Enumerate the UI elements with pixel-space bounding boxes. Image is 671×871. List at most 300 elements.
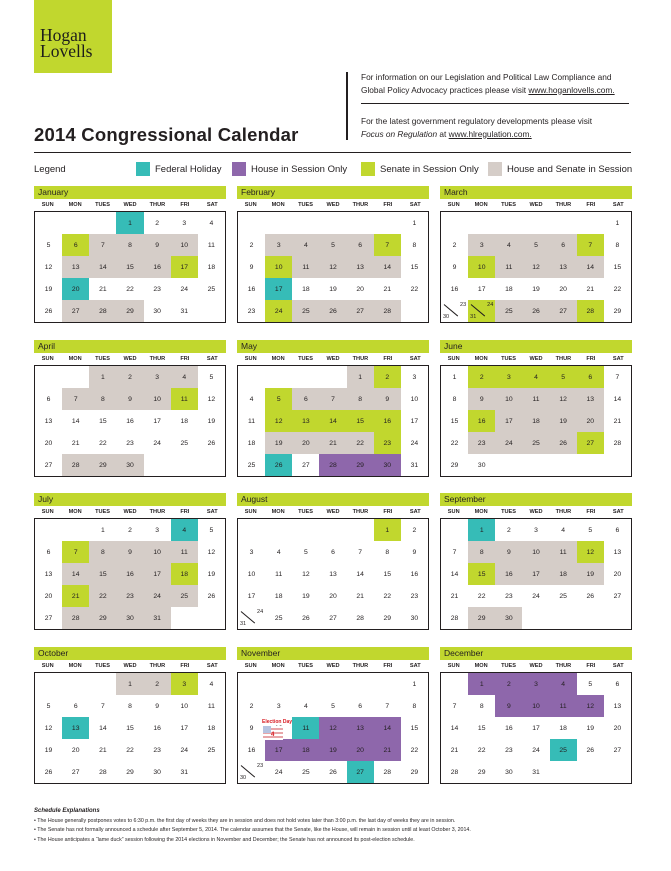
day-number: 29 (450, 461, 459, 469)
day-cell (468, 388, 495, 410)
day-number: 22 (410, 746, 419, 754)
day-cell (550, 519, 577, 541)
day-cell (198, 563, 225, 585)
weekday-label: SAT (409, 663, 421, 669)
day-number: 16 (126, 417, 134, 425)
day-cell (374, 695, 401, 717)
month-name: November (237, 647, 429, 660)
day-number: 13 (71, 263, 80, 271)
day-number: 10 (477, 263, 486, 271)
day-number: 1 (385, 526, 390, 534)
day-cell (89, 366, 116, 388)
day-cell (292, 563, 319, 585)
day-number: 29 (99, 614, 107, 622)
weekday-header (440, 506, 632, 518)
day-number: 10 (274, 263, 283, 271)
day-number: 27 (44, 614, 53, 622)
day-number: 27 (356, 768, 364, 776)
day-number: 25 (207, 285, 216, 293)
day-cell (89, 761, 116, 783)
day-cell (62, 761, 89, 783)
day-cell (441, 454, 468, 476)
day-number: 19 (532, 285, 540, 293)
month-name: June (440, 340, 632, 353)
day-number: 5 (561, 373, 566, 381)
month-august (237, 493, 429, 631)
day-cell (89, 410, 116, 432)
explanations-heading: Schedule Explanations (34, 808, 100, 814)
day-number: 12 (274, 417, 283, 425)
day-cell (89, 432, 116, 454)
day-number: 14 (356, 570, 364, 578)
weekday-label: SUN (447, 202, 460, 208)
day-number: 17 (274, 746, 283, 754)
day-cell (577, 212, 604, 234)
day-cell (550, 234, 577, 256)
day-number: 28 (99, 768, 107, 776)
day-cell (441, 541, 468, 563)
day-cell (550, 585, 577, 607)
day-number: 5 (588, 680, 593, 688)
day-cell (89, 519, 116, 541)
day-cell (292, 410, 319, 432)
day-number: 11 (207, 702, 215, 710)
day-number: 12 (302, 570, 310, 578)
day-cell (171, 607, 198, 629)
day-number: 2 (128, 373, 132, 381)
day-cell (468, 607, 495, 629)
day-number: 1 (412, 680, 417, 688)
day-number: 30 (477, 461, 486, 469)
day-number: 4 (209, 680, 214, 688)
day-cell (401, 695, 428, 717)
day-cell (550, 454, 577, 476)
day-cell (495, 410, 522, 432)
day-number: 13 (302, 417, 310, 425)
day-number: 1 (615, 219, 620, 227)
day-number: 21 (99, 746, 107, 754)
day-number: 7 (385, 241, 390, 249)
day-number: 14 (71, 570, 80, 578)
day-number: 16 (410, 570, 419, 578)
day-number: 28 (450, 768, 459, 776)
day-cell (441, 256, 468, 278)
weekday-label: WED (123, 202, 137, 208)
day-cell (238, 519, 265, 541)
day-cell (468, 366, 495, 388)
day-number: 8 (100, 395, 105, 403)
day-cell (116, 585, 143, 607)
day-number: 13 (71, 724, 80, 732)
day-number: 26 (274, 461, 283, 469)
day-number: 18 (532, 417, 540, 425)
day-cell (550, 432, 577, 454)
day-number: 29 (477, 614, 486, 622)
day-number: 31 (410, 461, 419, 469)
day-number: 23 (153, 285, 161, 293)
day-cell (550, 541, 577, 563)
day-cell (550, 717, 577, 739)
day-cell (144, 410, 171, 432)
day-cell (374, 761, 401, 783)
legend-item-label: Senate in Session Only (380, 163, 479, 175)
day-number: 14 (383, 724, 392, 732)
day-number: 7 (588, 241, 593, 249)
day-number: 26 (532, 307, 540, 315)
day-number: 27 (71, 307, 80, 315)
day-cell (171, 541, 198, 563)
day-cell (441, 366, 468, 388)
hlregulation-link[interactable]: www.hlregulation.com. (448, 128, 532, 139)
day-cell (604, 410, 631, 432)
day-number: 15 (126, 263, 134, 271)
day-number: 22 (477, 592, 486, 600)
day-cell (522, 673, 549, 695)
day-number: 25 (180, 439, 189, 447)
day-cell (441, 761, 468, 783)
weekday-label: SAT (612, 202, 624, 208)
day-cell (604, 366, 631, 388)
day-number: 24 (180, 285, 189, 293)
day-cell (144, 717, 171, 739)
day-number: 23 (505, 592, 513, 600)
day-number: 26 (586, 746, 595, 754)
weekday-label: SAT (206, 202, 218, 208)
day-cell (35, 432, 62, 454)
day-number: 15 (410, 724, 419, 732)
day-cell (441, 673, 468, 695)
day-cell (171, 366, 198, 388)
day-cell (604, 761, 631, 783)
day-cell (374, 212, 401, 234)
day-number: 25 (180, 592, 189, 600)
day-number: 24 (532, 746, 540, 754)
day-cell (265, 212, 292, 234)
day-number: 1 (412, 219, 417, 227)
day-cell (265, 300, 292, 322)
day-number: 5 (209, 526, 214, 534)
day-number: 27 (586, 439, 595, 447)
info-divider-bar (346, 72, 348, 140)
day-cell (89, 234, 116, 256)
election-day-label: Election Day (262, 719, 293, 725)
day-number: 28 (383, 307, 392, 315)
day-cell (604, 454, 631, 476)
day-number: 29 (126, 307, 134, 315)
day-number: 9 (452, 263, 457, 271)
day-cell (35, 739, 62, 761)
day-cell (577, 410, 604, 432)
day-cell (577, 300, 604, 322)
day-cell (347, 410, 374, 432)
day-cell (550, 366, 577, 388)
day-cell (604, 673, 631, 695)
day-cell (62, 607, 89, 629)
day-cell (35, 673, 62, 695)
day-cell (198, 432, 225, 454)
day-number: 7 (385, 702, 390, 710)
day-cell (116, 607, 143, 629)
day-cell (265, 388, 292, 410)
day-cell (35, 519, 62, 541)
day-cell (401, 300, 428, 322)
day-number: 1 (128, 680, 132, 688)
day-number: 10 (532, 548, 540, 556)
day-cell (347, 432, 374, 454)
day-cell (347, 695, 374, 717)
day-number: 20 (44, 439, 53, 447)
day-cell (374, 300, 401, 322)
day-number: 7 (73, 548, 78, 556)
day-cell (401, 607, 428, 629)
day-cell (292, 234, 319, 256)
day-cell (441, 300, 468, 322)
weekday-label: MON (68, 509, 82, 515)
day-cell (604, 234, 631, 256)
day-cell (468, 563, 495, 585)
weekday-label: FRI (383, 663, 393, 669)
day-cell (604, 585, 631, 607)
day-cell (522, 563, 549, 585)
month-february (237, 186, 429, 324)
day-number: 14 (450, 570, 459, 578)
day-number: 16 (505, 570, 513, 578)
month-january (34, 186, 226, 324)
weekday-label: WED (529, 663, 543, 669)
day-cell (62, 541, 89, 563)
day-number: 13 (613, 702, 622, 710)
day-cell (401, 585, 428, 607)
month-grid (440, 672, 632, 784)
day-number: 10 (180, 241, 189, 249)
weekday-label: SAT (206, 356, 218, 362)
day-cell (62, 519, 89, 541)
day-number: 14 (329, 417, 337, 425)
day-number: 20 (613, 570, 622, 578)
day-number: 18 (505, 285, 513, 293)
day-number: 7 (100, 241, 105, 249)
day-number: 3 (506, 373, 511, 381)
day-cell (374, 563, 401, 585)
day-number: 7 (331, 395, 335, 403)
day-cell (550, 563, 577, 585)
day-number: 22 (99, 592, 107, 600)
day-number: 9 (506, 702, 511, 710)
day-cell (347, 212, 374, 234)
day-cell (62, 388, 89, 410)
page-title: 2014 Congressional Calendar (34, 124, 299, 145)
day-number: 26 (207, 439, 216, 447)
day-number: 16 (153, 724, 161, 732)
day-cell (550, 607, 577, 629)
day-cell (401, 739, 428, 761)
day-cell (522, 388, 549, 410)
weekday-label: SUN (41, 663, 54, 669)
day-number: 5 (209, 373, 214, 381)
month-september (440, 493, 632, 631)
day-number: 30 (153, 768, 161, 776)
day-number: 3 (276, 241, 281, 249)
day-cell (495, 717, 522, 739)
day-number: 13 (559, 263, 567, 271)
day-number: 22 (126, 746, 134, 754)
day-number-overflow: 30 (443, 314, 450, 320)
day-cell (347, 519, 374, 541)
day-cell (441, 585, 468, 607)
day-number: 22 (126, 285, 134, 293)
flag-icon (263, 726, 283, 740)
day-number: 25 (532, 439, 540, 447)
weekday-label: SAT (206, 509, 218, 515)
weekday-label: WED (326, 509, 340, 515)
day-number: 22 (99, 439, 107, 447)
day-cell (292, 585, 319, 607)
weekday-label: FRI (180, 356, 190, 362)
legend-item-3 (361, 162, 479, 176)
day-cell (522, 300, 549, 322)
day-cell (550, 300, 577, 322)
day-cell (401, 563, 428, 585)
day-number: 21 (383, 285, 392, 293)
weekday-label: SUN (447, 509, 460, 515)
day-number: 20 (71, 285, 80, 293)
day-cell (374, 541, 401, 563)
day-number: 28 (71, 461, 80, 469)
weekday-label: FRI (383, 356, 393, 362)
day-number: 2 (249, 241, 254, 249)
day-cell (171, 432, 198, 454)
day-number: 23 (153, 746, 161, 754)
day-cell (89, 717, 116, 739)
day-number-overflow: 30 (240, 775, 247, 781)
weekday-label: SAT (612, 663, 624, 669)
day-cell (171, 673, 198, 695)
day-cell (374, 454, 401, 476)
day-number: 2 (506, 680, 511, 688)
flag-canton (263, 726, 271, 733)
day-number: 6 (303, 395, 308, 403)
day-cell (550, 388, 577, 410)
weekday-label: SUN (447, 663, 460, 669)
day-number: 17 (505, 417, 513, 425)
day-cell (62, 454, 89, 476)
schedule-explanations (34, 807, 654, 845)
title-rule (34, 152, 631, 153)
day-cell (401, 234, 428, 256)
day-cell (495, 695, 522, 717)
day-cell (89, 388, 116, 410)
day-cell (62, 300, 89, 322)
day-cell (374, 717, 401, 739)
month-october (34, 647, 226, 785)
day-number: 30 (410, 614, 419, 622)
day-number: 14 (71, 417, 80, 425)
day-cell (401, 366, 428, 388)
day-number: 1 (452, 373, 457, 381)
day-cell (374, 366, 401, 388)
legend-swatch (136, 162, 150, 176)
day-number: 31 (153, 614, 161, 622)
day-cell (468, 410, 495, 432)
day-number: 23 (126, 592, 134, 600)
day-cell (89, 454, 116, 476)
day-cell (347, 278, 374, 300)
day-number: 11 (302, 724, 310, 732)
month-grid (237, 211, 429, 323)
weekday-label: SAT (409, 509, 421, 515)
day-cell (319, 388, 346, 410)
day-number: 17 (153, 417, 161, 425)
month-name: August (237, 493, 429, 506)
weekday-label: TUES (95, 356, 111, 362)
month-name: February (237, 186, 429, 199)
day-cell (495, 519, 522, 541)
day-number: 14 (586, 263, 595, 271)
day-number: 4 (506, 241, 511, 249)
day-number: 28 (356, 614, 364, 622)
day-number: 16 (505, 724, 513, 732)
day-cell (319, 519, 346, 541)
day-cell (116, 695, 143, 717)
weekday-label: FRI (180, 202, 190, 208)
day-cell (198, 695, 225, 717)
day-cell (347, 366, 374, 388)
day-cell (89, 673, 116, 695)
day-number: 27 (613, 746, 622, 754)
month-name: December (440, 647, 632, 660)
day-cell (347, 234, 374, 256)
day-number: 2 (506, 526, 511, 534)
day-cell (198, 366, 225, 388)
day-cell (347, 717, 374, 739)
day-number: 4 (534, 373, 538, 381)
weekday-header (34, 199, 226, 211)
day-cell (577, 234, 604, 256)
day-cell (441, 278, 468, 300)
weekday-label: THUR (352, 509, 369, 515)
day-cell (265, 454, 292, 476)
day-number: 21 (613, 417, 622, 425)
day-number: 14 (99, 263, 107, 271)
day-cell (35, 300, 62, 322)
day-cell (577, 278, 604, 300)
day-cell (347, 300, 374, 322)
day-number: 13 (356, 724, 364, 732)
day-cell (319, 607, 346, 629)
day-cell (522, 432, 549, 454)
weekday-label: MON (68, 356, 82, 362)
day-number: 21 (450, 592, 459, 600)
day-number: 29 (99, 461, 107, 469)
weekday-label: FRI (586, 663, 596, 669)
day-cell (347, 761, 374, 783)
weekday-label: MON (474, 356, 488, 362)
day-number: 9 (412, 548, 417, 556)
day-number: 22 (477, 746, 486, 754)
day-cell (171, 454, 198, 476)
day-number: 29 (126, 768, 134, 776)
day-cell (292, 519, 319, 541)
hoganlovells-link[interactable]: www.hoganlovells.com. (528, 84, 615, 95)
day-cell (577, 761, 604, 783)
weekday-label: WED (123, 663, 137, 669)
day-cell (468, 454, 495, 476)
day-cell (604, 519, 631, 541)
day-cell (35, 695, 62, 717)
info-paragraph-1 (361, 71, 615, 96)
day-cell (495, 585, 522, 607)
month-grid (34, 211, 226, 323)
